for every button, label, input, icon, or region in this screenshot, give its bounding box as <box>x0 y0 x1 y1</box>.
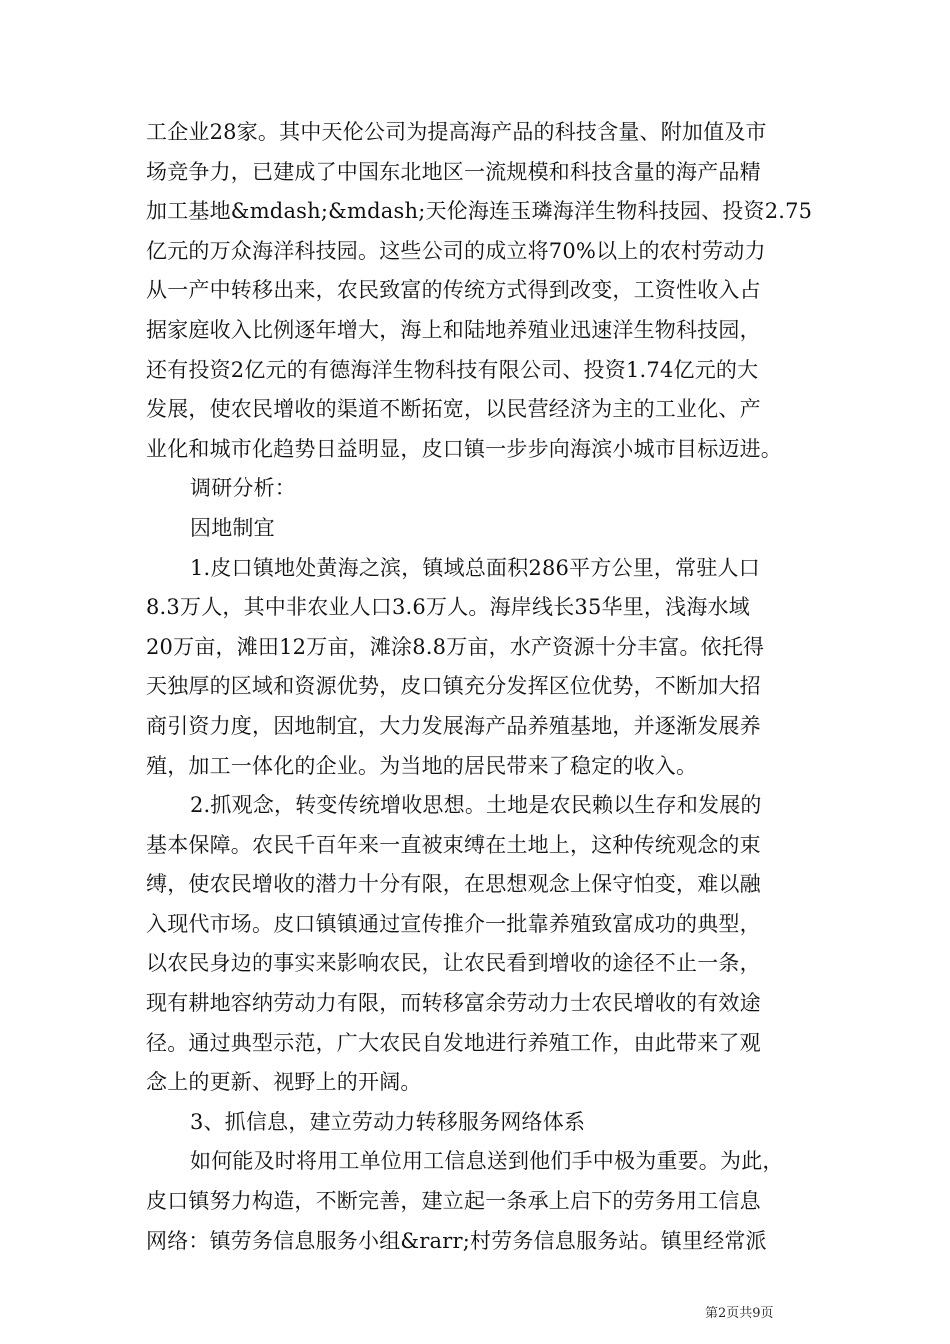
text-line: 2.抓观念，转变传统增收思想。土地是农民赖以生存和发展的 <box>190 793 762 818</box>
text-line: 1.皮口镇地处黄海之滨，镇域总面积286平方公里，常驻人口 <box>190 555 760 580</box>
text-line: 业化和城市化趋势日益明显，皮口镇一步步向海滨小城市目标迈进。 <box>146 436 782 461</box>
text-line: 发展，使农民增收的渠道不断拓宽，以民营经济为主的工业化、产 <box>146 397 761 422</box>
text-line: 场竞争力，已建成了中国东北地区一流规模和科技含量的海产品精 <box>146 159 761 184</box>
text-line: 基本保障。农民千百年来一直被束缚在土地上，这种传统观念的束 <box>146 832 761 857</box>
text-line: 如何能及时将用工单位用工信息送到他们手中极为重要。为此， <box>190 1149 784 1174</box>
text-line: 缚，使农民增收的潜力十分有限，在思想观念上保守怕变，难以融 <box>146 872 761 897</box>
text-line: 现有耕地容纳劳动力有限，而转移富余劳动力士农民增收的有效途 <box>146 991 761 1016</box>
text-line: 皮口镇努力构造，不断完善，建立起一条承上启下的劳务用工信息 <box>146 1189 761 1214</box>
text-line: 入现代市场。皮口镇镇通过宣传推介一批靠养殖致富成功的典型， <box>146 911 761 936</box>
text-line: 因地制宜 <box>190 515 275 540</box>
text-line: 据家庭收入比例逐年增大，海上和陆地养殖业迅速洋生物科技园， <box>146 317 761 342</box>
text-line: 念上的更新、视野上的开阔。 <box>146 1070 422 1095</box>
page-number-footer: 第2页共9页 <box>705 1306 774 1321</box>
text-line: 网络：镇劳务信息服务小组&rarr;村劳务信息服务站。镇里经常派 <box>146 1228 767 1253</box>
text-line: 还有投资2亿元的有德海洋生物科技有限公司、投资1.74亿元的大 <box>146 357 759 382</box>
text-line: 亿元的万众海洋科技园。这些公司的成立将70%以上的农村劳动力 <box>146 238 766 263</box>
text-line: 天独厚的区域和资源优势，皮口镇充分发挥区位优势，不断加大招 <box>146 674 761 699</box>
text-line: 调研分析： <box>190 476 296 501</box>
document-body <box>146 113 816 1261</box>
text-line: 8.3万人，其中非农业人口3.6万人。海岸线长35华里，浅海水域 <box>146 595 750 620</box>
text-line: 商引资力度，因地制宜，大力发展海产品养殖基地，并逐渐发展养 <box>146 713 761 738</box>
text-line: 3、抓信息，建立劳动力转移服务网络体系 <box>190 1109 586 1134</box>
text-line: 20万亩，滩田12万亩，滩涂8.8万亩，水产资源十分丰富。依托得 <box>146 634 765 659</box>
text-line: 以农民身边的事实来影响农民，让农民看到增收的途径不止一条， <box>146 951 761 976</box>
text-line: 径。通过典型示范，广大农民自发地进行养殖工作，由此带来了观 <box>146 1030 761 1055</box>
text-line: 工企业28家。其中天伦公司为提高海产品的科技含量、附加值及市 <box>146 120 767 144</box>
text-line: 从一产中转移出来，农民致富的传统方式得到改变，工资性收入占 <box>146 278 761 303</box>
text-line: 殖，加工一体化的企业。为当地的居民带来了稳定的收入。 <box>146 753 698 778</box>
text-line: 加工基地&mdash;&mdash;天伦海连玉璘海洋生物科技园、投资2.75 <box>146 199 813 224</box>
